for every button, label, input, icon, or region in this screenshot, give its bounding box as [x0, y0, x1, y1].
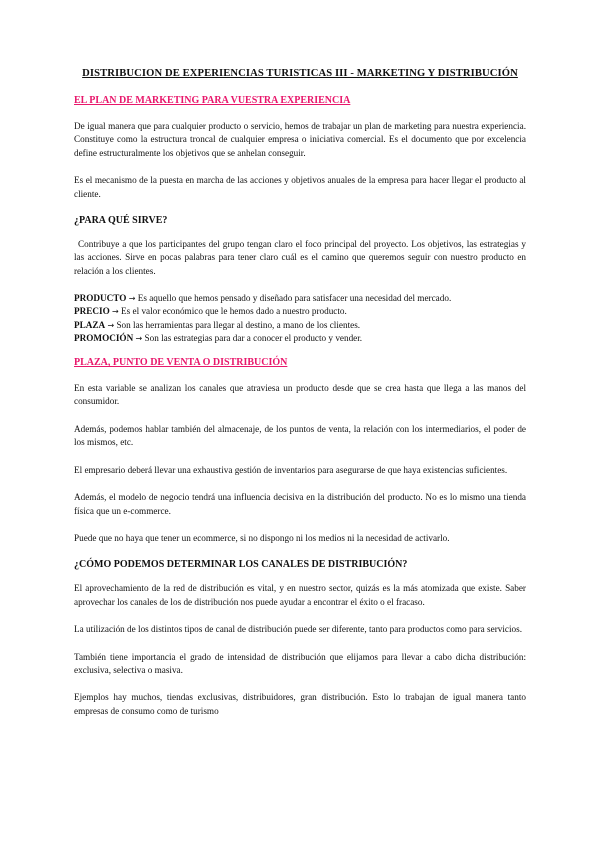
- section-heading-purpose: ¿PARA QUÉ SIRVE?: [74, 215, 168, 227]
- term-definition: Es aquello que hemos pensado y diseñado para satisfacer una necesidad del mercado.: [137, 293, 452, 304]
- term-definition: Es el valor económico que le hemos dado a nuestro producto.: [121, 306, 347, 317]
- paragraph: La utilización de los distintos tipos de canal de distribución puede ser diferente, tanto para productos como para servicios.: [74, 624, 523, 635]
- document-title: DISTRIBUCION DE EXPERIENCIAS TURISTICAS III - MARKETING Y DISTRIBUCIÓN: [82, 68, 518, 79]
- term-label: PROMOCIÓN: [74, 332, 134, 343]
- term-definition: Son las herramientas para llegar al destino, a mano de los clientes.: [116, 319, 361, 330]
- paragraph: Es el mecanismo de la puesta en marcha de las acciones y objetivos anuales de la empresa para hacer llegar el producto al cliente.: [74, 175, 526, 199]
- paragraph: También tiene importancia el grado de intensidad de distribución que elijamos para llevar a cabo dicha distribución: exclusiva, selectiva o masiva.: [74, 651, 526, 675]
- paragraph: Contribuye a que los participantes del grupo tengan claro el foco principal del proyecto. Los objetivos, las estrategias y las acciones. Sirve en pocas palabras para tener claro cuál es el camino que queremos seguir con nuestro producto en relación a los clientes.: [74, 239, 526, 276]
- term-label: PRECIO: [74, 306, 110, 317]
- paragraph: Ejemplos hay muchos, tiendas exclusivas, distribuidores, gran distribución. Esto lo trabajan de igual manera tanto empresas de consumo como de turismo: [74, 692, 526, 716]
- section-heading-marketing-plan: EL PLAN DE MARKETING PARA VUESTRA EXPERIENCIA: [74, 95, 351, 106]
- term-line-plaza: [74, 319, 526, 332]
- arrow-right-icon: →: [128, 294, 136, 304]
- paragraph: En esta variable se analizan los canales que atraviesa un producto desde que se crea hasta que llega a las manos del consumidor.: [74, 383, 526, 407]
- paragraph: Además, podemos hablar también del almacenaje, de los puntos de venta, la relación con los intermediarios, el poder de los mismos, etc.: [74, 423, 526, 448]
- arrow-right-icon: →: [112, 307, 119, 317]
- paragraph: El aprovechamiento de la red de distribución es vital, y en nuestro sector, quizás es la más atomizada que existe. Saber aprovechar los canales de los de distribución nos puede ayudar a encontrar el éxito o el fracaso.: [74, 583, 526, 607]
- paragraph: El empresario deberá llevar una exhaustiva gestión de inventarios para asegurarse de que haya existencias suficientes.: [74, 464, 508, 475]
- arrow-right-icon: →: [107, 320, 115, 330]
- term-line-producto: [74, 292, 526, 305]
- term-label: PLAZA: [74, 319, 106, 330]
- marketing-mix-list: [74, 292, 526, 345]
- section-heading-channels: ¿CÓMO PODEMOS DETERMINAR LOS CANALES DE DISTRIBUCIÓN?: [74, 559, 408, 571]
- paragraph: De igual manera que para cualquier producto o servicio, hemos de trabajar un plan de marketing para nuestra experiencia. Constituye como la estructura troncal de cualquier empresa o iniciativa comercial. Es el documento que por excelencia define estructuralmente los objetivos que se anhelan conseguir.: [74, 121, 526, 158]
- section-heading-plaza: PLAZA, PUNTO DE VENTA O DISTRIBUCIÓN: [74, 357, 288, 369]
- term-label: PRODUCTO: [74, 293, 127, 304]
- arrow-right-icon: →: [135, 333, 143, 343]
- term-line-promocion: [74, 332, 526, 345]
- paragraph: Puede que no haya que tener un ecommerce, si no dispongo ni los medios ni la necesidad de activarlo.: [74, 532, 450, 543]
- term-line-precio: [74, 305, 526, 318]
- term-definition: Son las estrategias para dar a conocer el producto y vender.: [144, 332, 363, 343]
- paragraph: Además, el modelo de negocio tendrá una influencia decisiva en la distribución del producto. No es lo mismo una tienda física que un e-commerce.: [74, 492, 526, 516]
